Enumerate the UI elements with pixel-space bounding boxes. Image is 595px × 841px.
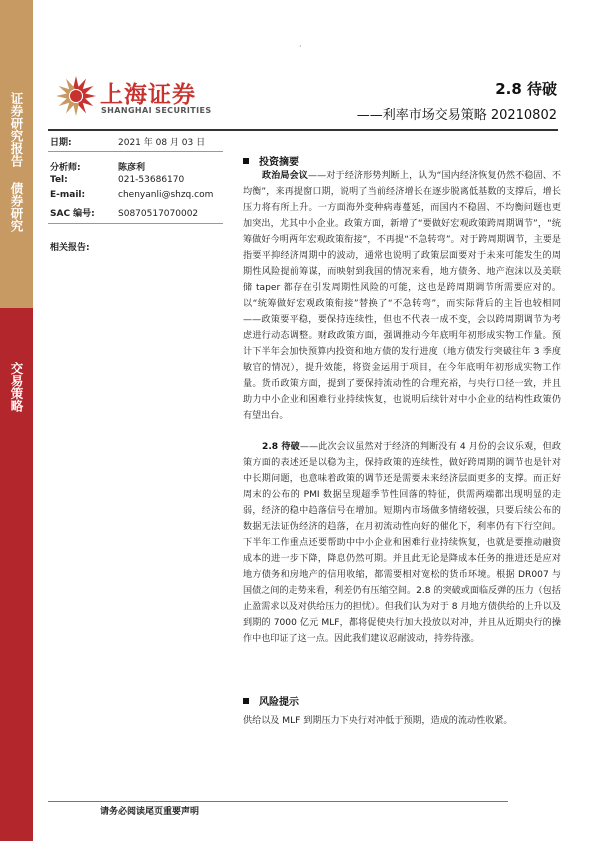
logo-english-name: SHANGHAI SECURITIES [101, 106, 212, 115]
date-value: 2021 年 08 月 03 日 [118, 138, 206, 148]
email-value: chenyanli@shzq.com [118, 190, 214, 200]
sac-label: SAC 编号: [50, 209, 95, 219]
paragraph-text: ——此次会议虽然对于经济的判断没有 4 月份的会议乐观，但政策方面的表述还是以稳为主，保持政策的连续性，做好跨周期的调节也是针对中长期问题，也意味着政策的调节还是需要未来经济层面更多的支撑。而正好周末的公布的 PMI 数据呈现超季节性回落的特征，供需两端都出现明显的走弱，经济的稳中趋落信号在增加。短期内市场做多情绪较强，只要后续公布的数据无法证伪经济的趋落，在月初流动性向好的催化下，利率仍有下行空间。下半年工作重点还要帮助中中小企业和困难行业持续恢复，也就是要推动融资成本的进一步下降，降息仍然可期。并且此无论是降成本任务的推进还是应对地方债务和房地产的信用收缩，都需要相对宽松的货币环境。根据 DR007 与国债之间的走势来看，利差仍有压缩空间。2.8 的突破或面临反弹的压力（包括止盈需求以及对供给压力的担忧）。但我们认为对于 8 月地方债供给的上升以及到期的 7000 亿元 MLF，都将促使央行加大投放以对冲，并且从近期央行的操作中也印证了这一点。因此我们建议忍耐波动，持券待涨。 [243, 442, 561, 644]
summary-paragraph-2 [243, 439, 561, 647]
risk-text: 供给以及 MLF 到期压力下央行对冲低于预期，造成的流动性收紧。 [243, 716, 513, 726]
square-bullet-icon [243, 158, 249, 164]
meta-related [50, 240, 118, 253]
analyst-value: 陈彦利 [118, 163, 146, 173]
footer-disclaimer: 请务必阅读尾页重要声明 [100, 807, 200, 817]
tel-value: 021-53686170 [118, 175, 185, 185]
sidebar-section-label: 交易策略 [9, 362, 24, 412]
meta-divider [48, 151, 223, 152]
report-subtitle: ——利率市场交易策略 20210802 [356, 108, 557, 123]
paragraph-text: ——对于经济形势判断上，认为“国内经济恢复仍然不稳固、不均衡”，来再提窗口期，说明了当前经济增长在逐步脱离低基数的支撑后，增长压力将有所上升。一方面海外变种病毒蔓延，而国内不稳固、不均衡问题也更加突出，尤其中小企业。政策方面，新增了“要做好宏观政策跨周期调节”，“统筹做好今明两年宏观政策衔接”，不再提“不急转弯”。对于跨周期调节，主要是指要平抑经济周期中的波动，通常也说明了政策层面要对于未来可能发生的周期性风险提前筹谋，而映射到我国的情况来看，地方债务、地产泡沫以及美联储 taper 都存在引发周期性风险的可能，这也是跨周期调节所需要应对的。以“统筹做好宏观政策衔接”替换了“不急转弯”，而实际背后的主旨也较相同——政策要平稳，要保持连续性，但也不代表一成不变，会以跨周期调节为考虑进行动态调整。财政政策方面，强调推动今年底明年初形成实物工作量。预计下半年会加快预算内投资和地方债的发行进度（地方债发行突破往年 3 季度敏官的情况），提升效能，将资金运用于项目，在今年底明年初形成实物工作量。货币政策方面，提到了要保持流动性的合理充裕，与央行口径一致，并且助力中小企业和困难行业持续恢复，也说明后续针对中小企业的结构性政策仍有望出台。 [243, 171, 561, 421]
logo-chinese-name: 上海证券 [100, 82, 196, 108]
related-label: 相关报告: [50, 243, 90, 253]
meta-tel [50, 175, 184, 185]
company-logo [52, 72, 228, 120]
header-divider [48, 129, 558, 131]
risk-heading-text: 风险提示 [259, 697, 299, 708]
paragraph-lead: 政治局会议 [262, 171, 308, 181]
meta-divider [48, 223, 223, 224]
square-bullet-icon [243, 698, 249, 704]
meta-date [50, 135, 205, 148]
date-label: 日期: [50, 138, 72, 148]
header-dot: · [299, 42, 302, 51]
report-title: 2.8 待破 [495, 80, 557, 98]
sunburst-logo-icon [54, 74, 98, 118]
summary-heading-text: 投资摘要 [259, 157, 299, 168]
meta-email [50, 190, 213, 200]
meta-analyst [50, 160, 145, 173]
sac-value: S0870517070002 [118, 209, 199, 219]
summary-paragraph-1 [243, 168, 561, 424]
summary-heading [243, 153, 299, 168]
risk-heading [243, 693, 299, 708]
footer-divider [48, 801, 508, 802]
sidebar-category-label: 证券研究报告 债券研究 [9, 92, 24, 232]
tel-label: Tel: [50, 175, 68, 185]
paragraph-lead: 2.8 待破 [262, 442, 300, 452]
email-label: E-mail: [50, 190, 86, 200]
analyst-label: 分析师: [50, 163, 81, 173]
meta-sac [50, 206, 198, 219]
